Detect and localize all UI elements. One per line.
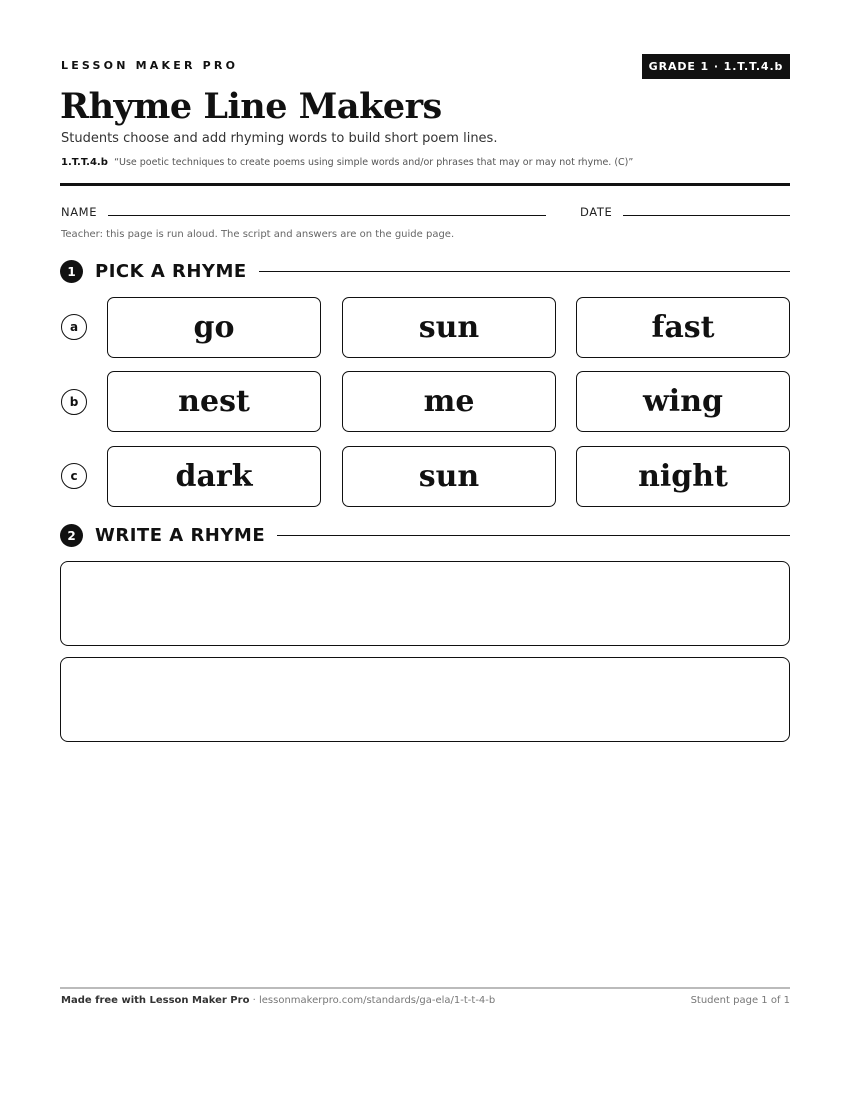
section-write-a-rhyme-header [60,524,790,547]
word-choice-card[interactable]: sun [342,297,556,358]
name-label: NAME [61,205,98,219]
standard-quote: “Use poetic techniques to create poems using simple words and/or phrases that may or may not rhyme. (C)” [114,157,634,168]
standard-line [61,157,633,168]
footer-url-link[interactable]: lessonmakerpro.com/standards/ga-ela/1-t-t-4-b [258,995,496,1006]
footer-credit [61,995,495,1006]
date-field[interactable] [623,215,790,216]
section-title: WRITE A RHYME [95,525,266,546]
grade-badge: GRADE 1 · 1.T.T.4.b [642,54,790,79]
section-number-badge: 2 [60,524,83,547]
section-pick-a-rhyme-header [60,260,790,283]
section-rule [277,535,790,536]
page-title: Rhyme Line Makers [60,86,442,127]
footer-divider [60,987,790,989]
word-choice-card[interactable]: wing [576,371,790,432]
footer-page-label: Student page 1 of 1 [690,995,790,1006]
row-label-b: b [61,389,87,415]
word-choice-card[interactable]: fast [576,297,790,358]
section-rule [259,271,790,272]
name-field[interactable] [108,215,546,216]
footer-made-with: Made free with Lesson Maker Pro [61,995,250,1006]
word-choice-card[interactable]: go [107,297,321,358]
word-choice-card[interactable]: night [576,446,790,507]
write-box-1[interactable] [60,561,790,646]
brand-name: LESSON MAKER PRO [61,59,239,72]
footer-separator: · [249,995,259,1006]
word-choice-card[interactable]: me [342,371,556,432]
section-number-badge: 1 [60,260,83,283]
header-divider [60,183,790,186]
teacher-note: Teacher: this page is run aloud. The script and answers are on the guide page. [61,229,455,240]
word-choice-card[interactable]: sun [342,446,556,507]
row-label-c: c [61,463,87,489]
page-subtitle: Students choose and add rhyming words to build short poem lines. [61,131,498,146]
word-choice-card[interactable]: dark [107,446,321,507]
word-choice-card[interactable]: nest [107,371,321,432]
row-label-a: a [61,314,87,340]
section-title: PICK A RHYME [95,261,247,282]
standard-code: 1.T.T.4.b [61,157,108,168]
date-label: DATE [580,205,613,219]
write-box-2[interactable] [60,657,790,742]
